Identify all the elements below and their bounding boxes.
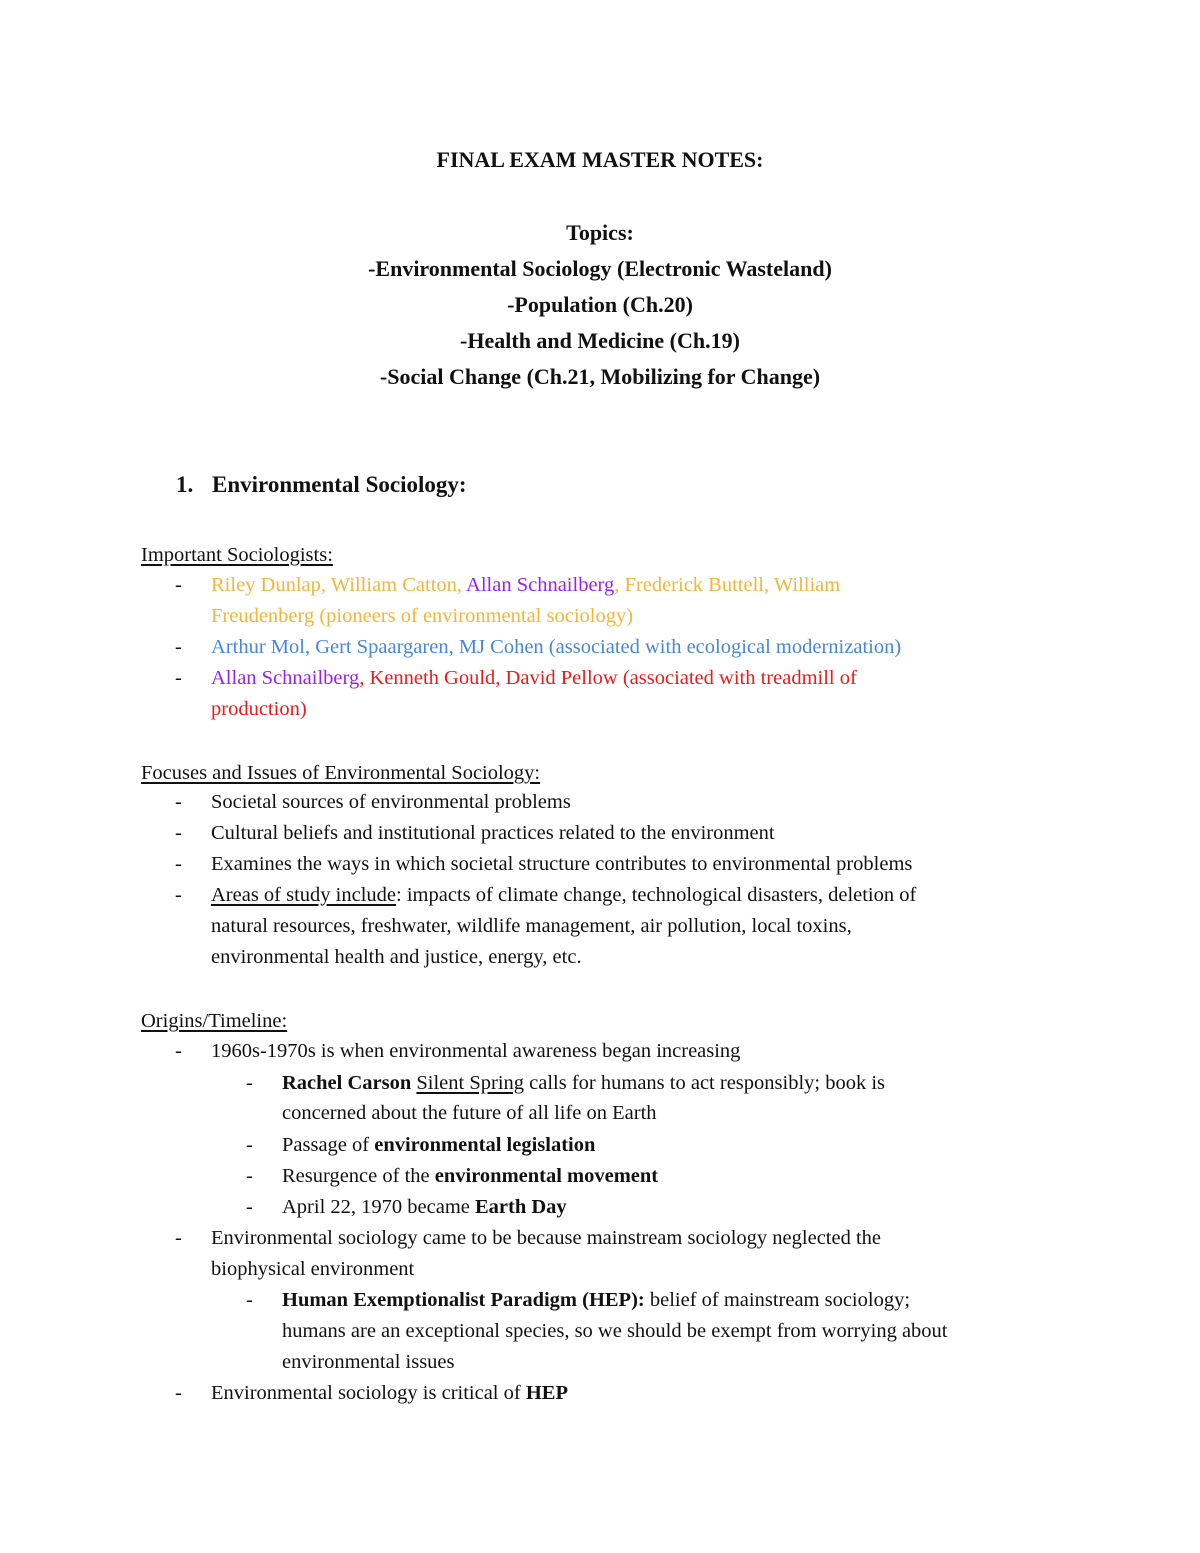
dash-bullet: -	[175, 574, 182, 596]
dash-bullet: -	[246, 1072, 253, 1094]
subsection-heading-origins: Origins/Timeline:	[141, 1010, 288, 1032]
dash-bullet: -	[246, 1165, 253, 1187]
dash-bullet: -	[246, 1289, 253, 1311]
dash-bullet: -	[175, 1227, 182, 1249]
topic-item: -Environmental Sociology (Electronic Wasteland)	[368, 256, 832, 281]
dash-bullet: -	[175, 636, 182, 658]
list-item-text: biophysical environment	[211, 1258, 415, 1280]
list-item-text: Human Exemptionalist Paradigm (HEP): belief of mainstream sociology;	[282, 1289, 911, 1311]
dash-bullet: -	[246, 1134, 253, 1156]
list-item-text: Environmental sociology is critical of HEP	[211, 1382, 568, 1404]
topic-item: -Population (Ch.20)	[507, 292, 693, 317]
topics-heading: Topics:	[566, 220, 634, 245]
dash-bullet: -	[175, 667, 182, 689]
list-item-text: humans are an exceptional species, so we should be exempt from worrying about	[282, 1320, 948, 1342]
section-title: Environmental Sociology:	[212, 472, 467, 497]
list-item-text: concerned about the future of all life on Earth	[282, 1102, 657, 1124]
section-number: 1.	[176, 472, 194, 497]
dash-bullet: -	[175, 853, 182, 875]
list-item-text: Examines the ways in which societal structure contributes to environmental problems	[211, 853, 913, 875]
list-item-text: Cultural beliefs and institutional practices related to the environment	[211, 822, 775, 844]
list-item-text: Allan Schnailberg, Kenneth Gould, David Pellow (associated with treadmill of	[211, 667, 857, 689]
list-item-text: 1960s-1970s is when environmental awareness began increasing	[211, 1040, 741, 1062]
list-item-text: production)	[211, 698, 307, 720]
dash-bullet: -	[175, 822, 182, 844]
list-item-text: Freudenberg (pioneers of environmental sociology)	[211, 605, 634, 627]
dash-bullet: -	[175, 791, 182, 813]
dash-bullet: -	[175, 1040, 182, 1062]
list-item-text: Societal sources of environmental problems	[211, 791, 571, 813]
section-heading	[176, 473, 467, 496]
dash-bullet: -	[175, 884, 182, 906]
topic-item: -Social Change (Ch.21, Mobilizing for Change)	[379, 364, 821, 389]
list-item-text: Resurgence of the environmental movement	[282, 1165, 659, 1187]
list-item-text: environmental health and justice, energy, etc.	[211, 946, 582, 968]
list-item-text: Riley Dunlap, William Catton, Allan Schnailberg, Frederick Buttell, William	[211, 574, 841, 596]
subsection-heading-focuses: Focuses and Issues of Environmental Sociology:	[141, 762, 541, 784]
subsection-heading-sociologists: Important Sociologists:	[141, 544, 333, 566]
list-item-text: April 22, 1970 became Earth Day	[282, 1196, 567, 1218]
list-item-text: Rachel Carson Silent Spring calls for humans to act responsibly; book is	[282, 1072, 886, 1094]
topic-item: -Health and Medicine (Ch.19)	[460, 328, 740, 353]
dash-bullet: -	[175, 1382, 182, 1404]
list-item-text: Passage of environmental legislation	[282, 1134, 596, 1156]
list-item-text: Areas of study include: impacts of climate change, technological disasters, deletion of	[211, 884, 917, 906]
list-item-text: Arthur Mol, Gert Spaargaren, MJ Cohen (associated with ecological modernization)	[211, 636, 902, 658]
list-item-text: natural resources, freshwater, wildlife management, air pollution, local toxins,	[211, 915, 852, 937]
list-item-text: Environmental sociology came to be because mainstream sociology neglected the	[211, 1227, 882, 1249]
page-title: FINAL EXAM MASTER NOTES:	[436, 147, 764, 172]
dash-bullet: -	[246, 1196, 253, 1218]
list-item-text: environmental issues	[282, 1351, 455, 1373]
